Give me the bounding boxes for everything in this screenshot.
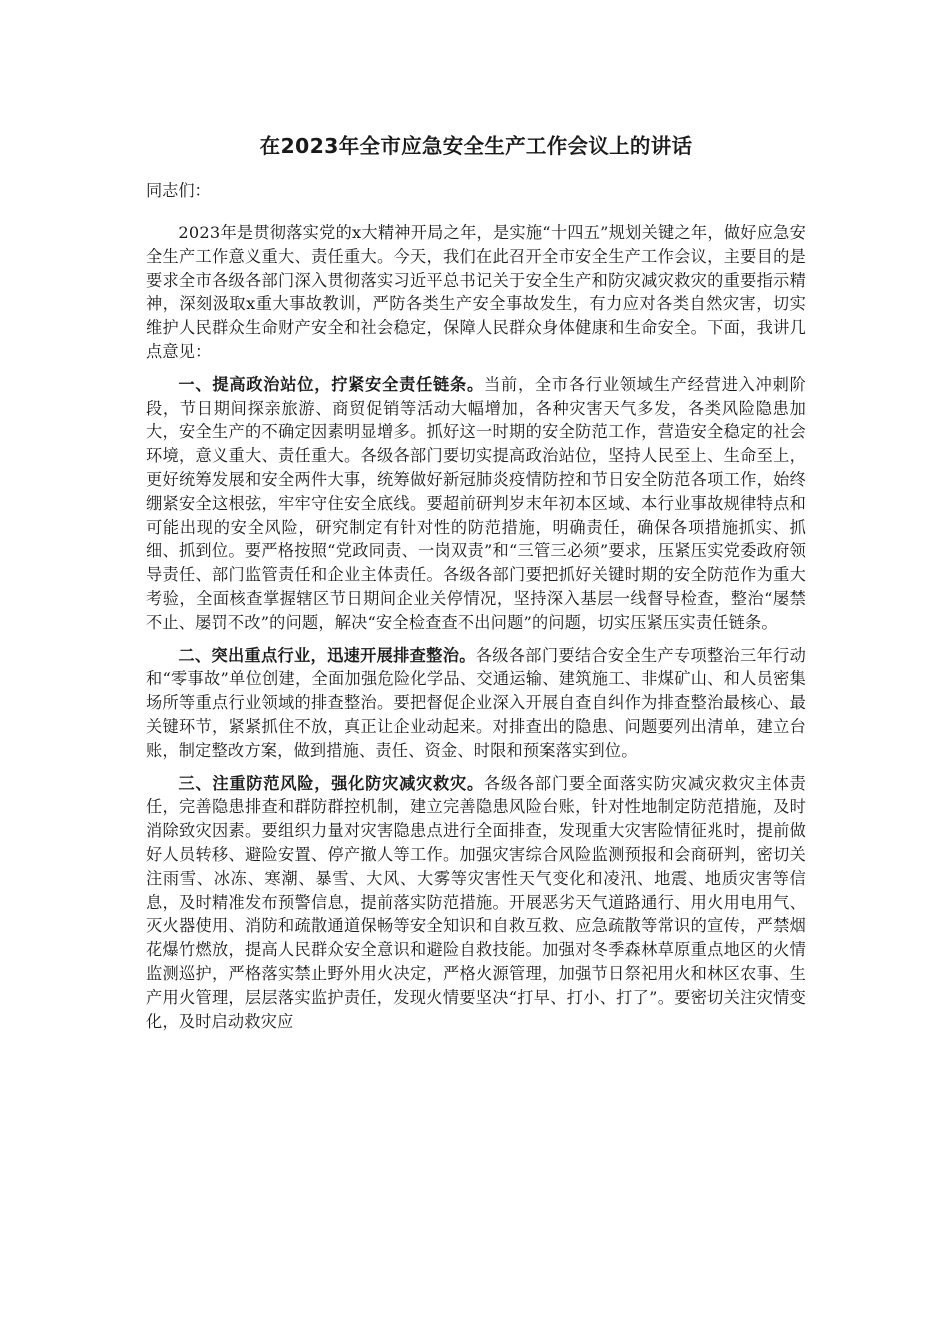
section-heading-3: 三、注重防范风险，强化防灾减灾救灾。 <box>178 773 484 793</box>
section-heading-2: 二、突出重点行业，迅速开展排查整治。 <box>178 645 476 665</box>
section-body-3: 各级各部门要全面落实防灾减灾救灾主体责任，完善隐患排查和群防群控机制，建立完善隐患风险台账，针对性地制定防范措施，及时消除致灾因素。要组织力量对灾害隐患点进行全面排查，发现重大灾害险情征兆时，提前做好人员转移、避险安置、停产撤人等工作。加强灾害综合风险监测预报和会商研判，密切关注雨雪、冰冻、寒潮、暴雪、大风、大雾等灾害性天气变化和凌汛、地震、地质灾害等信息，及时精准发布预警信息，提前落实防范措施。开展恶劣天气道路通行、用火用电用气、灭火器使用、消防和疏散通道保畅等安全知识和自救互救、应急疏散等常识的宣传，严禁烟花爆竹燃放，提高人民群众安全意识和避险自救技能。加强对冬季森林草原重点地区的火情监测巡护，严格落实禁止野外用火决定，严格火源管理，加强节日祭祀用火和林区农事、生产用火管理，层层落实监护责任，发现火情要坚决“打早、打小、打了”。要密切关注灾情变化，及时启动救灾应 <box>146 773 806 1031</box>
section-paragraph-3 <box>146 772 806 1034</box>
section-body-1: 当前，全市各行业领域生产经营进入冲刺阶段，节日期间探亲旅游、商贸促销等活动大幅增加，各种灾害天气多发，各类风险隐患加大，安全生产的不确定因素明显增多。抓好这一时期的安全防范工作，营造安全稳定的社会环境，意义重大、责任重大。各级各部门要切实提高政治站位，坚持人民至上、生命至上，更好统筹发展和安全两件大事，统筹做好新冠肺炎疫情防控和节日安全防范各项工作，始终绷紧安全这根弦，牢牢守住安全底线。要超前研判岁末年初本区域、本行业事故规律特点和可能出现的安全风险，研究制定有针对性的防范措施，明确责任，确保各项措施抓实、抓细、抓到位。要严格按照“党政同责、一岗双责”和“三管三必须”要求，压紧压实党委政府领导责任、部门监管责任和企业主体责任。各级各部门要把抓好关键时期的安全防范作为重大考验，全面核查掌握辖区节日期间企业关停情况，坚持深入基层一线督导检查，整治“屡禁不止、屡罚不改”的问题，解决“安全检查查不出问题”的问题，切实压紧压实责任链条。 <box>146 374 806 632</box>
intro-paragraph: 2023年是贯彻落实党的x大精神开局之年，是实施“十四五”规划关键之年，做好应急安全生产工作意义重大、责任重大。今天，我们在此召开全市安全生产工作会议，主要目的是要求全市各级各部门深入贯彻落实习近平总书记关于安全生产和防灾减灾救灾的重要指示精神，深刻汲取x重大事故教训，严防各类生产安全事故发生，有力应对各类自然灾害，切实维护人民群众生命财产安全和社会稳定，保障人民群众身体健康和生命安全。下面，我讲几点意见： <box>146 223 806 361</box>
document-page <box>146 128 806 1042</box>
section-body-2: 各级各部门要结合安全生产专项整治三年行动和“零事故”单位创建，全面加强危险化学品、交通运输、建筑施工、非煤矿山、和人员密集场所等重点行业领域的排查整治。要把督促企业深入开展自查自纠作为排查整治最核心、最关键环节，紧紧抓住不放，真正让企业动起来。对排查出的隐患、问题要列出清单，建立台账，制定整改方案，做到措施、责任、资金、时限和预案落实到位。 <box>146 645 807 760</box>
salutation: 同志们： <box>146 181 211 200</box>
document-title: 在2023年全市应急安全生产工作会议上的讲话 <box>259 134 693 158</box>
section-heading-1: 一、提高政治站位，拧紧安全责任链条。 <box>178 374 484 394</box>
section-paragraph-2 <box>146 644 806 763</box>
section-paragraph-1 <box>146 373 806 635</box>
